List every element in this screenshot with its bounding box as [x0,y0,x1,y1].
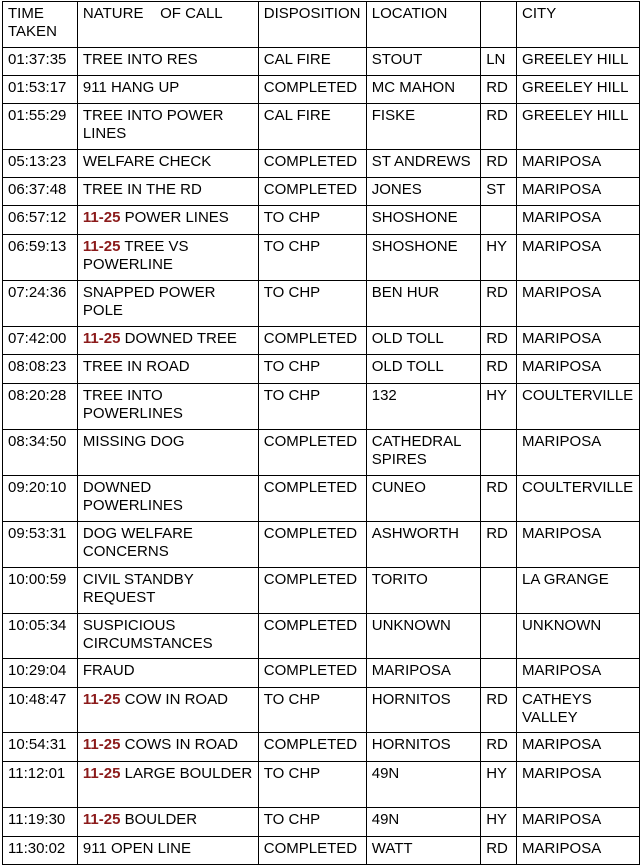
time-taken-cell: 01:53:17 [3,76,78,104]
nature-text: DOWNED TREE [124,330,237,347]
disposition-cell: TO CHP [258,688,366,733]
street-suffix-cell: RD [481,733,517,762]
disposition-cell: COMPLETED [258,150,366,178]
nature-of-call-cell [77,659,258,688]
street-suffix-cell: RD [481,104,517,150]
header-nature-of-call: NATURE OF CALL [77,2,258,48]
disposition-cell: COMPLETED [258,178,366,206]
street-suffix-cell: RD [481,522,517,568]
location-cell: CUNEO [366,476,480,522]
nature-of-call-cell [77,150,258,178]
nature-text: MISSING DOG [82,433,185,450]
time-taken-cell: 11:19:30 [3,808,78,837]
nature-text: FRAUD [82,662,135,679]
table-row [3,76,640,104]
city-cell: CATHEYS VALLEY [517,688,640,733]
street-suffix-cell: RD [481,355,517,384]
time-taken-cell: 06:57:12 [3,206,78,235]
time-taken-cell: 10:48:47 [3,688,78,733]
location-cell: UNKNOWN [366,614,480,659]
nature-of-call-cell [77,522,258,568]
city-cell: MARIPOSA [517,808,640,837]
street-suffix-cell [481,614,517,659]
header-street-suffix [481,2,517,48]
location-cell: 49N [366,762,480,808]
nature-text: CIVIL STANDBY REQUEST [82,571,194,606]
disposition-cell: CAL FIRE [258,104,366,150]
time-taken-cell: 01:55:29 [3,104,78,150]
nature-of-call-cell [77,178,258,206]
disposition-cell: TO CHP [258,235,366,281]
nature-text: TREE IN ROAD [82,358,190,375]
disposition-cell: TO CHP [258,762,366,808]
disposition-cell: COMPLETED [258,522,366,568]
city-cell: MARIPOSA [517,281,640,327]
street-suffix-cell [481,659,517,688]
city-cell: GREELEY HILL [517,76,640,104]
city-cell: MARIPOSA [517,355,640,384]
location-cell: TORITO [366,568,480,614]
location-cell: 49N [366,808,480,837]
disposition-cell: TO CHP [258,355,366,384]
nature-text: POWER LINES [124,209,229,226]
city-cell: MARIPOSA [517,430,640,476]
nature-text: 911 HANG UP [82,79,180,96]
time-taken-cell: 10:54:31 [3,733,78,762]
location-cell: CATHEDRAL SPIRES [366,430,480,476]
location-cell: OLD TOLL [366,327,480,355]
nature-of-call-cell [77,76,258,104]
disposition-cell: COMPLETED [258,476,366,522]
nature-text: TREE VS POWERLINE [82,238,189,273]
city-cell: MARIPOSA [517,178,640,206]
table-row [3,476,640,522]
incident-code: 11-25 [82,765,121,782]
time-taken-cell: 06:59:13 [3,235,78,281]
disposition-cell: TO CHP [258,206,366,235]
time-taken-cell: 11:30:02 [3,837,78,865]
location-cell: WATT [366,837,480,865]
table-row [3,355,640,384]
location-cell: BEN HUR [366,281,480,327]
header-time-taken: TIME TAKEN [3,2,78,48]
time-taken-cell: 01:37:35 [3,48,78,76]
location-cell: OLD TOLL [366,355,480,384]
street-suffix-cell: HY [481,762,517,808]
call-log-table [2,1,640,865]
street-suffix-cell: RD [481,476,517,522]
location-cell: HORNITOS [366,733,480,762]
nature-of-call-cell [77,762,258,808]
city-cell: GREELEY HILL [517,104,640,150]
street-suffix-cell: LN [481,48,517,76]
nature-text: TREE INTO RES [82,51,198,68]
city-cell: MARIPOSA [517,762,640,808]
nature-text: TREE INTO POWERLINES [82,387,183,422]
nature-text: SUSPICIOUS CIRCUMSTANCES [82,617,213,652]
disposition-cell: COMPLETED [258,568,366,614]
city-cell: MARIPOSA [517,733,640,762]
disposition-cell: COMPLETED [258,76,366,104]
nature-text: DOWNED POWERLINES [82,479,183,514]
street-suffix-cell: RD [481,327,517,355]
nature-of-call-cell [77,733,258,762]
time-taken-cell: 09:20:10 [3,476,78,522]
street-suffix-cell [481,206,517,235]
table-row [3,568,640,614]
header-row [3,2,640,48]
table-row [3,384,640,430]
location-cell: ASHWORTH [366,522,480,568]
disposition-cell: COMPLETED [258,659,366,688]
disposition-cell: COMPLETED [258,733,366,762]
nature-of-call-cell [77,384,258,430]
table-row [3,659,640,688]
disposition-cell: COMPLETED [258,327,366,355]
city-cell: COULTERVILLE [517,384,640,430]
nature-text: COW IN ROAD [124,691,228,708]
incident-code: 11-25 [82,811,121,828]
location-cell: 132 [366,384,480,430]
header-location: LOCATION [366,2,480,48]
nature-of-call-cell [77,476,258,522]
nature-text: BOULDER [124,811,198,828]
nature-of-call-cell [77,48,258,76]
disposition-cell: TO CHP [258,808,366,837]
nature-of-call-cell [77,837,258,865]
location-cell: FISKE [366,104,480,150]
nature-text: WELFARE CHECK [82,153,212,170]
time-taken-cell: 10:00:59 [3,568,78,614]
table-row [3,150,640,178]
nature-of-call-cell [77,235,258,281]
disposition-cell: CAL FIRE [258,48,366,76]
disposition-cell: TO CHP [258,281,366,327]
street-suffix-cell: RD [481,76,517,104]
table-row [3,327,640,355]
disposition-cell: COMPLETED [258,430,366,476]
table-row [3,762,640,808]
incident-code: 11-25 [82,209,121,226]
city-cell: COULTERVILLE [517,476,640,522]
street-suffix-cell [481,568,517,614]
incident-code: 11-25 [82,238,121,255]
table-row [3,104,640,150]
incident-code: 11-25 [82,691,121,708]
street-suffix-cell: HY [481,235,517,281]
nature-text: 911 OPEN LINE [82,840,191,857]
table-row [3,522,640,568]
city-cell: MARIPOSA [517,206,640,235]
location-cell: SHOSHONE [366,206,480,235]
time-taken-cell: 10:05:34 [3,614,78,659]
city-cell: MARIPOSA [517,659,640,688]
time-taken-cell: 08:20:28 [3,384,78,430]
street-suffix-cell [481,430,517,476]
time-taken-cell: 07:24:36 [3,281,78,327]
city-cell: MARIPOSA [517,235,640,281]
table-row [3,837,640,865]
table-row [3,281,640,327]
city-cell: LA GRANGE [517,568,640,614]
city-cell: UNKNOWN [517,614,640,659]
city-cell: MARIPOSA [517,837,640,865]
table-row [3,178,640,206]
location-cell: HORNITOS [366,688,480,733]
nature-text: SNAPPED POWER POLE [82,284,216,319]
nature-of-call-cell [77,281,258,327]
location-cell: ST ANDREWS [366,150,480,178]
nature-text: DOG WELFARE CONCERNS [82,525,193,560]
time-taken-cell: 09:53:31 [3,522,78,568]
street-suffix-cell: ST [481,178,517,206]
header-disposition: DISPOSITION [258,2,366,48]
incident-code: 11-25 [82,736,121,753]
nature-of-call-cell [77,568,258,614]
location-cell: SHOSHONE [366,235,480,281]
city-cell: MARIPOSA [517,522,640,568]
table-row [3,206,640,235]
nature-of-call-cell [77,688,258,733]
time-taken-cell: 06:37:48 [3,178,78,206]
disposition-cell: COMPLETED [258,837,366,865]
table-row [3,688,640,733]
location-cell: MC MAHON [366,76,480,104]
street-suffix-cell: RD [481,837,517,865]
nature-of-call-cell [77,808,258,837]
time-taken-cell: 08:34:50 [3,430,78,476]
street-suffix-cell: RD [481,150,517,178]
incident-code: 11-25 [82,330,121,347]
table-row [3,235,640,281]
street-suffix-cell: RD [481,281,517,327]
nature-of-call-cell [77,104,258,150]
location-cell: JONES [366,178,480,206]
street-suffix-cell: RD [481,688,517,733]
time-taken-cell: 11:12:01 [3,762,78,808]
street-suffix-cell: HY [481,384,517,430]
nature-text: LARGE BOULDER [124,765,253,782]
table-row [3,48,640,76]
time-taken-cell: 10:29:04 [3,659,78,688]
nature-of-call-cell [77,327,258,355]
table-row [3,614,640,659]
table-row [3,808,640,837]
city-cell: MARIPOSA [517,150,640,178]
disposition-cell: TO CHP [258,384,366,430]
disposition-cell: COMPLETED [258,614,366,659]
city-cell: MARIPOSA [517,327,640,355]
nature-text: TREE IN THE RD [82,181,202,198]
table-row [3,430,640,476]
header-city: CITY [517,2,640,48]
city-cell: GREELEY HILL [517,48,640,76]
time-taken-cell: 07:42:00 [3,327,78,355]
nature-of-call-cell [77,430,258,476]
nature-of-call-cell [77,206,258,235]
table-row [3,733,640,762]
time-taken-cell: 08:08:23 [3,355,78,384]
nature-text: TREE INTO POWER LINES [82,107,224,142]
time-taken-cell: 05:13:23 [3,150,78,178]
nature-of-call-cell [77,614,258,659]
nature-of-call-cell [77,355,258,384]
nature-text: COWS IN ROAD [124,736,238,753]
location-cell: STOUT [366,48,480,76]
street-suffix-cell: HY [481,808,517,837]
location-cell: MARIPOSA [366,659,480,688]
